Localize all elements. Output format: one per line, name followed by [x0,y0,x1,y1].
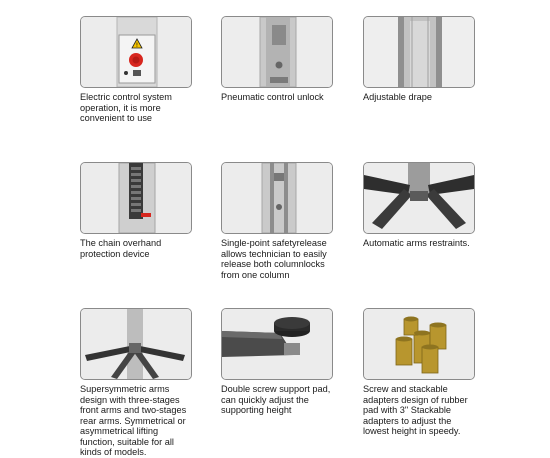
control-box-icon [80,16,192,88]
svg-text:!: ! [135,42,139,49]
safety-release-icon [221,162,333,234]
support-pad-icon [221,308,333,380]
feature-caption: Double screw support pad, can quickly adjust the supporting height [221,384,331,415]
feature-caption: Screw and stackable adapters design of rubber pad with 3" Stackable adapters to adjust the lowest height in speedy. [363,384,468,436]
feature-caption: Single-point safetyrelease allows technician to easily release both columnlocks from one column [221,238,327,280]
chain-guard-icon [80,162,192,234]
feature-caption: The chain overhand protection device [80,238,162,259]
lift-arms-icon [80,308,192,380]
feature-caption: Automatic arms restraints. [363,238,470,248]
drape-channel-icon [363,16,475,88]
feature-caption: Supersymmetric arms design with three-stages front arms and two-stages rear arms. Symmetrical or asymmetrical lifting function, suitable for all kinds of models. [80,384,187,457]
feature-caption: Adjustable drape [363,92,432,102]
column-lock-icon [221,16,333,88]
feature-caption: Pneumatic control unlock [221,92,324,102]
feature-caption: Electric control system operation, it is more convenient to use [80,92,172,123]
arm-restraint-icon [363,162,475,234]
stackable-adapters-icon [363,308,475,380]
